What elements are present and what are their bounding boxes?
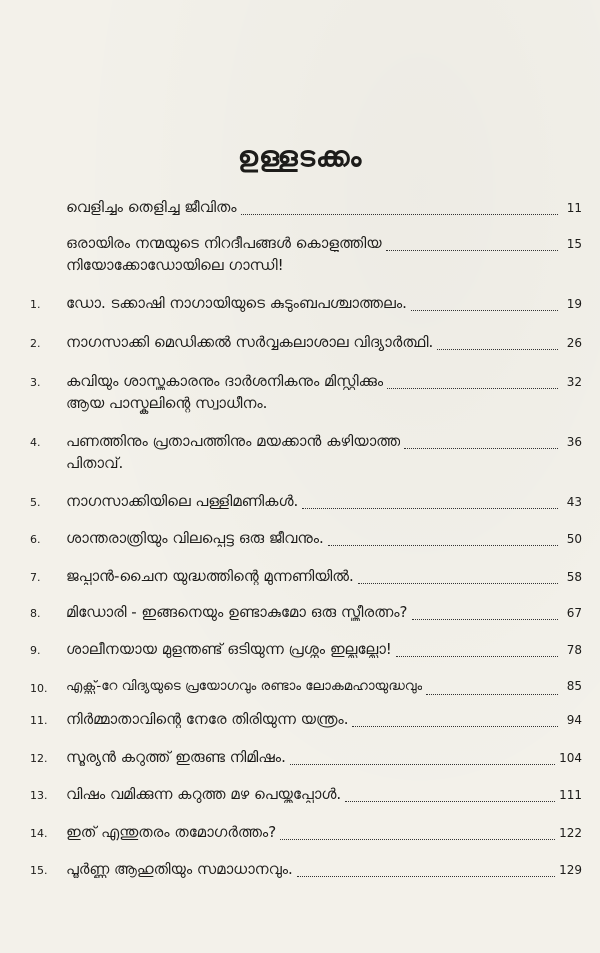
entry-title: വിഷം വമിക്കുന്ന കറുത്ത മഴ പെയ്തപ്പോൾ.	[66, 785, 342, 803]
chapter-number: 5.	[30, 496, 41, 509]
dot-leader	[386, 249, 558, 251]
entry-title: നാഗസാക്കി മെഡിക്കൽ സർവ്വകലാശാല വിദ്യാർത്ഥി.	[66, 333, 434, 351]
entry-title: ശാന്തരാത്രിയും വിലപ്പെട്ട ഒരു ജീവനും.	[66, 529, 324, 547]
dot-leader	[241, 213, 558, 215]
chapter-number: 7.	[30, 571, 41, 584]
page-number: 58	[566, 570, 582, 584]
entry-title: ജപ്പാൻ-ചൈന യുദ്ധത്തിന്റെ മുന്നണിയിൽ.	[66, 567, 354, 585]
entry-title: പണത്തിനും പ്രതാപത്തിനും മയക്കാൻ കഴിയാത്ത	[66, 432, 401, 450]
chapter-number: 2.	[30, 337, 41, 350]
dot-leader	[437, 348, 558, 350]
dot-leader	[297, 875, 555, 877]
page-number: 78	[566, 643, 582, 657]
page-number: 85	[566, 679, 582, 693]
page-number: 104	[559, 751, 582, 765]
dot-leader	[302, 507, 558, 509]
page-number: 19	[566, 297, 582, 311]
entry-title-continued: പിതാവ്.	[66, 454, 124, 472]
chapter-number: 9.	[30, 644, 41, 657]
entry-title: നിർമ്മാതാവിന്റെ നേരേ തിരിയുന്ന യന്ത്രം.	[66, 710, 349, 728]
page-number: 11	[566, 201, 582, 215]
page-number: 129	[559, 863, 582, 877]
page-title: ഉള്ളടക്കം	[237, 140, 363, 173]
page-number: 50	[566, 532, 582, 546]
page-number: 26	[566, 336, 582, 350]
page-number: 36	[566, 435, 582, 449]
dot-leader	[358, 582, 558, 584]
entry-title: ഒരായിരം നന്മയുടെ നിറദീപങ്ങൾ കൊളുത്തിയ	[66, 234, 382, 252]
chapter-number: 4.	[30, 436, 41, 449]
dot-leader	[396, 655, 558, 657]
page-number: 67	[566, 606, 582, 620]
entry-title: മിഡോരി - ഇങ്ങനെയും ഉണ്ടാകുമോ ഒരു സ്ത്രീരത്നം?	[66, 603, 408, 621]
chapter-number: 6.	[30, 533, 41, 546]
dot-leader	[404, 447, 558, 449]
dot-leader	[411, 309, 558, 311]
page-number: 32	[566, 375, 582, 389]
page-number: 15	[566, 237, 582, 251]
page-number: 111	[559, 788, 582, 802]
entry-title: ഇത് എന്തുതരം തമോഗർത്തം?	[66, 823, 277, 841]
chapter-number: 15.	[30, 864, 48, 877]
dot-leader	[426, 693, 558, 695]
dot-leader	[290, 763, 555, 765]
chapter-number: 12.	[30, 752, 48, 765]
entry-title-continued: നിയോക്കോഡോയിലെ ഗാന്ധി!	[66, 256, 284, 274]
chapter-number: 8.	[30, 607, 41, 620]
entry-title: വെളിച്ചം തെളിച്ച ജീവിതം	[66, 198, 237, 216]
dot-leader	[345, 800, 555, 802]
chapter-number: 14.	[30, 827, 48, 840]
dot-leader	[280, 838, 555, 840]
page-number: 43	[566, 495, 582, 509]
page-number: 122	[559, 826, 582, 840]
chapter-number: 13.	[30, 789, 48, 802]
chapter-number: 10.	[30, 682, 48, 695]
entry-title: സൂര്യൻ കറുത്ത് ഇരുണ്ട നിമിഷം.	[66, 748, 286, 766]
entry-title: കവിയും ശാസ്ത്രകാരനും ദാർശനികനും മിസ്റ്റിക്കും	[66, 372, 384, 390]
entry-title: ശാലീനയായ മുളന്തണ്ട് ഒടിയുന്ന പ്രശ്നം ഇല്ലല്ലോ!	[66, 640, 392, 658]
entry-title: ഡോ. ടക്കാഷി നാഗായിയുടെ കുടുംബപശ്ചാത്തലം.	[66, 294, 407, 312]
chapter-number: 1.	[30, 298, 41, 311]
entry-title-continued: ആയ പാസ്കലിന്റെ സ്വാധീനം.	[66, 394, 268, 412]
chapter-number: 3.	[30, 376, 41, 389]
entry-title: പൂർണ്ണ ആഹുതിയും സമാധാനവും.	[66, 860, 293, 878]
entry-title: നാഗസാക്കിയിലെ പള്ളിമണികൾ.	[66, 492, 299, 510]
entry-title: എക്സ്-റേ വിദ്യയുടെ പ്രയോഗവും രണ്ടാം ലോകമഹായുദ്ധവും	[66, 678, 423, 694]
dot-leader	[328, 544, 558, 546]
chapter-number: 11.	[30, 714, 48, 727]
dot-leader	[412, 618, 558, 620]
dot-leader	[352, 725, 558, 727]
dot-leader	[387, 387, 558, 389]
page-number: 94	[566, 713, 582, 727]
